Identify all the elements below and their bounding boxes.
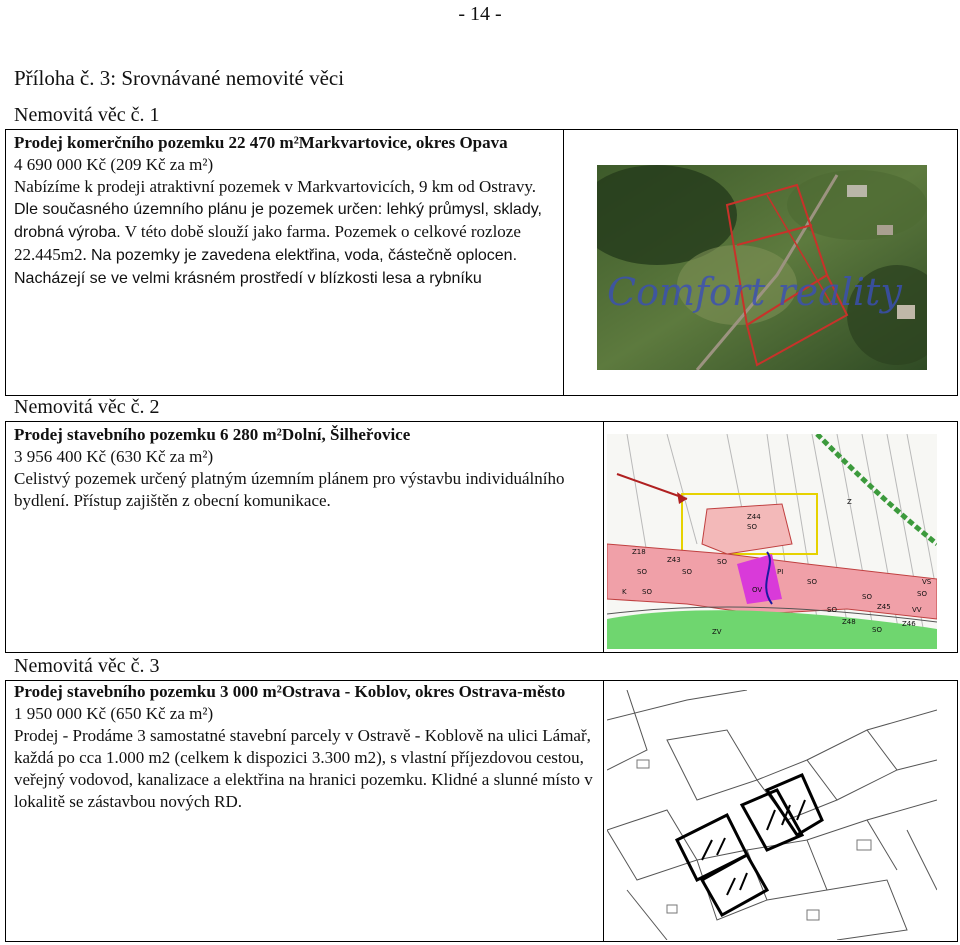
item-2-heading: Nemovitá věc č. 2 — [14, 396, 160, 418]
item-3-description: Prodej - Prodáme 3 samostatné stavební parcely v Ostravě - Koblově na ulici Lámař, každá po cca 1.000 m2 (celkem k dispozici 3.300 m2), s vlastní příjezdovou cestou, veřejný vodovod, kanalizace a elektřina na hranici pozemku. Klidné a slunné místo v lokalitě se zástavbou nových RD. — [14, 726, 593, 811]
item-2-zoning-map — [607, 434, 937, 649]
item-3-heading: Nemovitá věc č. 3 — [14, 655, 160, 677]
item-1-text — [14, 132, 554, 290]
item-1-watermark: Comfort reality — [607, 270, 902, 314]
item-1-description: Nabízíme k prodeji atraktivní pozemek v Markvartovicích, 9 km od Ostravy. — [14, 177, 536, 196]
item-1-title: Prodej komerčního pozemku 22 470 m²Markvartovice, okres Opava — [14, 133, 508, 152]
item-1-description-sans-3: Nacházejí se ve velmi krásném prostředí v blízkosti lesa a rybníku — [14, 270, 482, 287]
item-1-description-sans-2: Na pozemky je zavedena elektřina, voda, částečně oplocen. — [90, 247, 518, 264]
map-label: SO — [807, 578, 817, 586]
map-label: SO — [827, 606, 837, 614]
map-label: SO — [747, 523, 757, 531]
item-1-heading: Nemovitá věc č. 1 — [14, 104, 160, 126]
item-1-description-2: V této době slouží jako farma. Pozemek o celkové rozloze 22.445m2. — [14, 222, 521, 264]
map-label: Z43 — [667, 556, 681, 564]
item-3-price: 1 950 000 Kč (650 Kč za m²) — [14, 704, 214, 723]
map-label: VV — [912, 606, 922, 614]
item-2-text — [14, 424, 594, 512]
item-3-title: Prodej stavebního pozemku 3 000 m²Ostrava - Koblov, okres Ostrava-město — [14, 682, 566, 701]
map-label: SO — [862, 593, 872, 601]
item-2-description: Celistvý pozemek určený platným územním plánem pro výstavbu individuálního bydlení. Přístup zajištěn z obecní komunikace. — [14, 469, 565, 510]
item-3-text — [14, 681, 594, 813]
map-label: Z45 — [877, 603, 891, 611]
item-1-price: 4 690 000 Kč (209 Kč za m²) — [14, 155, 214, 174]
map-label: SO — [872, 626, 882, 634]
item-2-title: Prodej stavebního pozemku 6 280 m²Dolní, Šilheřovice — [14, 425, 411, 444]
map-label: OV — [752, 586, 763, 594]
item-3-cadastral-map — [607, 690, 937, 940]
item-2-price: 3 956 400 Kč (630 Kč za m²) — [14, 447, 214, 466]
item-1-aerial-photo — [597, 165, 927, 370]
appendix-title: Příloha č. 3: Srovnávané nemovité věci — [14, 66, 345, 90]
map-label: SO — [917, 590, 927, 598]
map-label: ZV — [712, 628, 722, 636]
page-number: - 14 - — [458, 3, 502, 25]
map-label: Z — [847, 498, 852, 506]
item-1-description-sans: Dle současného územního plánu je pozemek určen: lehký průmysl, sklady, drobná výroba. — [14, 201, 542, 241]
map-label: Z48 — [842, 618, 856, 626]
map-label: Z46 — [902, 620, 916, 628]
map-label: PI — [777, 568, 784, 576]
map-label: VS — [922, 578, 932, 586]
map-label: Z18 — [632, 548, 646, 556]
map-label: SO — [682, 568, 692, 576]
map-label: SO — [717, 558, 727, 566]
map-label: SO — [642, 588, 652, 596]
map-label: K — [622, 588, 627, 596]
map-label: SO — [637, 568, 647, 576]
map-label: Z44 — [747, 513, 761, 521]
